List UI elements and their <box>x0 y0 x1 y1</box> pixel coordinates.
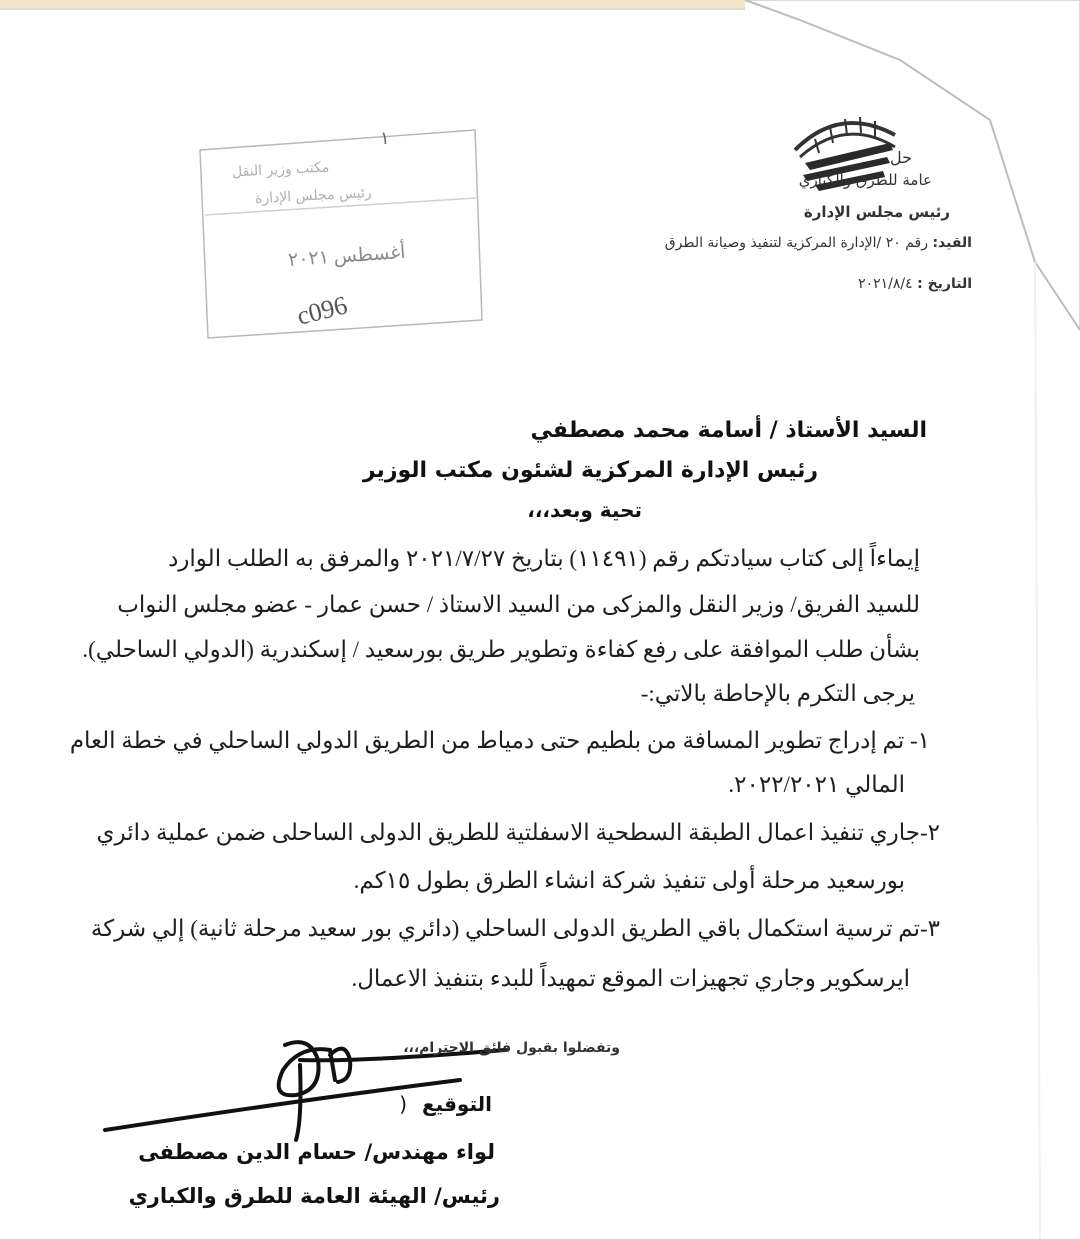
date-line <box>858 276 972 292</box>
closing-line: وتفضلوا بقبول فائق الاحترام،،، <box>403 1040 620 1056</box>
item3-line2: ايرسكوير وجاري تجهيزات الموقع تمهيداً للبدء بتنفيذ الاعمال. <box>351 966 910 991</box>
reference-line <box>665 235 972 251</box>
body-p1-line4: يرجى التكرم بالإحاطة بالاتي:- <box>640 681 915 706</box>
stamp-line2: رئيس مجلس الإدارة <box>254 184 373 208</box>
signature-label <box>399 1092 492 1116</box>
addressee-line2: رئيس الإدارة المركزية لشئون مكتب الوزير <box>362 458 818 483</box>
board-chairman: رئيس مجلس الإدارة <box>803 203 950 221</box>
body-p1-line3: بشأن طلب الموافقة على رفع كفاءة وتطوير طريق بورسعيد / إسكندرية (الدولي الساحلي). <box>82 637 920 662</box>
greeting: تحية وبعد،،، <box>527 498 642 522</box>
item1-line2: المالي ٢٠٢٢/٢٠٢١. <box>728 772 905 797</box>
org-name: عامة للطرق والكباري <box>798 171 932 189</box>
stamp-mark: ١ <box>380 128 390 148</box>
addressee-line1: السيد الأستاذ / أسامة محمد مصطفي <box>530 418 927 443</box>
reference-label: القيد: <box>932 235 972 251</box>
signatory-title: رئيس/ الهيئة العامة للطرق والكباري <box>128 1184 500 1208</box>
body-p1-line2: للسيد الفريق/ وزير النقل والمزكى من السيد الاستاذ / حسن عمار - عضو مجلس النواب <box>117 592 920 617</box>
item1-line1: ١- تم إدراج تطوير المسافة من بلطيم حتى دمياط من الطريق الدولي الساحلي في خطة العام <box>69 728 930 753</box>
reference-value: رقم ٢٠ /الإدارة المركزية لتنفيذ وصيانة الطرق <box>664 235 928 251</box>
org-fragment: حل <box>889 148 912 167</box>
item2-line1: ٢-جاري تنفيذ اعمال الطبقة السطحية الاسفلتية للطريق الدولى الساحلى ضمن عملية دائري <box>96 820 940 845</box>
signatory-name: لواء مهندس/ حسام الدين مصطفى <box>138 1140 495 1164</box>
signature-paren: ( <box>399 1092 408 1116</box>
item3-line1: ٣-تم ترسية استكمال باقي الطريق الدولى الساحلي (دائري بور سعيد مرحلة ثانية) إلي شركة <box>90 916 940 941</box>
date-label: التاريخ : <box>917 276 972 292</box>
stamp-date: أغسطس ٢٠٢١ <box>287 241 407 272</box>
date-value: ٢٠٢١/٨/٤ <box>858 276 913 292</box>
signature-label-text: التوقيع <box>422 1092 492 1116</box>
top-edge-strip <box>0 0 745 8</box>
body-p1-line1: إيماءاً إلى كتاب سيادتكم رقم (١١٤٩١) بتاريخ ٢٠٢١/٧/٢٧ والمرفق به الطلب الوارد <box>168 546 920 571</box>
stamp-line1: مكتب وزير النقل <box>231 159 330 181</box>
item2-line2: بورسعيد مرحلة أولى تنفيذ شركة انشاء الطرق بطول ١٥كم. <box>353 868 905 893</box>
handwritten-number: c096 <box>294 290 351 331</box>
